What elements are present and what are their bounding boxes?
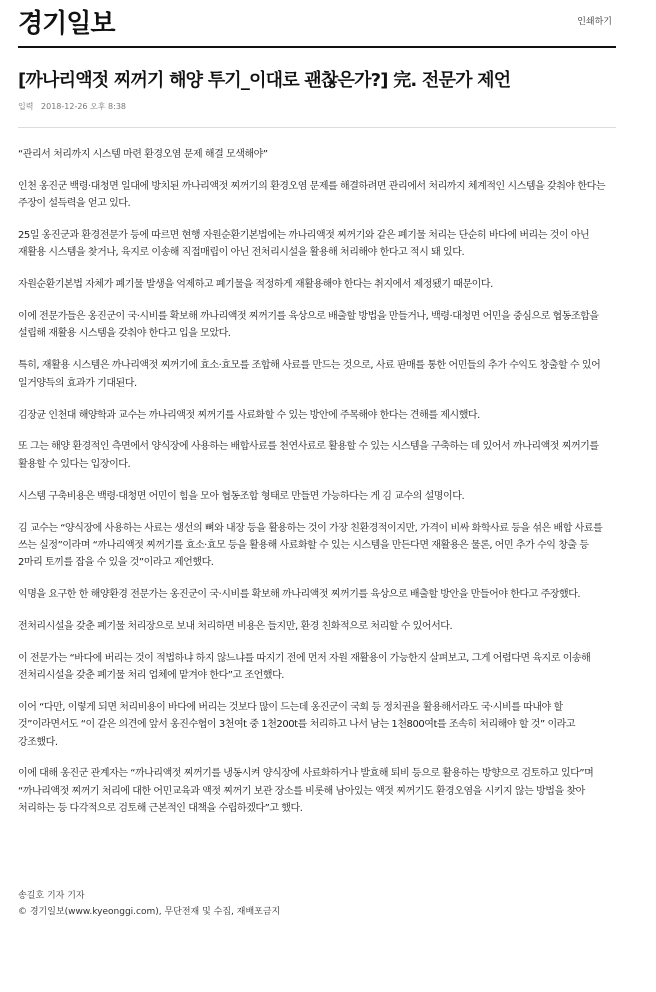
article-paragraph: 특히, 재활용 시스템은 까나리액젓 찌꺼기에 효소·효모를 조합해 사료를 만드는 것으로, 사료 판매를 통한 어민들의 추가 수익도 창출할 수 있어 일거양득의 효과가 기대된다.	[18, 360, 601, 389]
article-paragraph: 이에 전문가들은 옹진군이 국·시비를 확보해 까나리액젓 찌꺼기를 육상으로 배출할 방법을 만들거나, 백령·대청면 어민을 중심으로 협동조합을 설립해 재활용 시스템을 갖춰야 한다고 입을 모았다.	[18, 311, 599, 340]
article-body	[18, 146, 614, 832]
article-paragraph: 25일 옹진군과 환경전문가 등에 따르면 현행 자원순환기본법에는 까나리액젓 찌꺼기와 같은 폐기물 처리는 단순히 바다에 버리는 것이 아닌 재활용 시스템을 찾거나, 육지로 이송해 직접매립이 아닌 전처리시설을 활용해 처리해야 한다고 적시 돼 있다.	[18, 230, 590, 259]
copyright-notice: © 경기일보(www.kyeonggi.com), 무단전재 및 수집, 재배포금지	[18, 907, 281, 917]
article-paragraph: 이 전문가는 “바다에 버리는 것이 적법하냐 하지 않느냐를 따지기 전에 먼저 자원 재활용이 가능한지 살펴보고, 그게 어렵다면 육지로 이송해 전처리시설을 갖춘 폐기물 처리 업체에 맡겨야 한다”고 조언했다.	[18, 652, 591, 682]
article-paragraph: 익명을 요구한 한 해양환경 전문가는 옹진군이 국·시비를 확보해 까나리액젓 찌꺼기를 육상으로 배출할 방안을 만들어야 한다고 주장했다.	[18, 588, 581, 600]
published-date: 2018-12-26 오후 8:38	[41, 102, 127, 111]
title-divider	[18, 127, 616, 128]
article-paragraph: 인천 옹진군 백령·대청면 일대에 방치된 까나리액젓 찌꺼기의 환경오염 문제를 해결하려면 관리에서 처리까지 체계적인 시스템을 갖춰야 한다는 주장이 설득력을 얻고 있다.	[18, 180, 606, 210]
site-header	[18, 0, 616, 48]
article-paragraph: 또 그는 해양 환경적인 측면에서 양식장에 사용하는 배합사료를 천연사료로 활용할 수 있는 시스템을 구축하는 데 있어서 까나리액젓 찌꺼기를 활용할 수 있다는 입장이다.	[18, 441, 599, 470]
article-title: [까나리액젓 찌꺼기 해양 투기_이대로 괜찮은가?] 完. 전문가 제언	[18, 70, 511, 91]
article-paragraph: 이어 “다만, 이렇게 되면 처리비용이 바다에 버리는 것보다 많이 드는데 옹진군이 국회 등 정치권을 활용해서라도 국·시비를 따내야 할 것”이라면서도 “이 같은 의견에 앞서 옹진수협이 3천여t 중 1천200t를 처리하고 나서 남는 1천800여t를 조속히 처리해야 할 것” 이라고 강조했다.	[18, 701, 576, 748]
reporter-byline: 송길호 기자 기자	[18, 891, 85, 901]
article-paragraph: 이에 대해 옹진군 관계자는 “까나리액젓 찌꺼기를 냉동시켜 양식장에 사료화하거나 발효해 퇴비 등으로 활용하는 방향으로 검토하고 있다”며 “까나리액젓 찌꺼기 처리에 대한 어민교육과 액젓 찌꺼기 보관 장소를 비롯해 남아있는 액젓 찌꺼기도 환경오염을 시키지 않는 방법을 찾아 처리하는 등 다각적으로 검토해 근본적인 대책을 수립하겠다”고 했다.	[18, 768, 594, 815]
article-footer	[18, 888, 280, 920]
article-paragraph: 김장균 인천대 해양학과 교수는 까나리액젓 찌꺼기를 사료화할 수 있는 방안에 주목해야 한다는 견해를 제시했다.	[18, 409, 480, 421]
article-meta	[18, 101, 131, 112]
article-subheading: “관리서 처리까지 시스템 마련 환경오염 문제 해결 모색해야”	[18, 149, 268, 160]
site-logo[interactable]: 경기일보	[18, 9, 115, 39]
article-paragraph: 시스템 구축비용은 백령·대청면 어민이 힘을 모아 협동조합 형태로 만들면 가능하다는 게 김 교수의 설명이다.	[18, 490, 465, 502]
print-button[interactable]: 인쇄하기	[577, 17, 612, 27]
article-paragraph: 전처리시설을 갖춘 폐기물 처리장으로 보내 처리하면 비용은 들지만, 환경 친화적으로 처리할 수 있어서다.	[18, 620, 453, 632]
published-label: 입력	[18, 102, 34, 111]
article-paragraph: 자원순환기본법 자체가 폐기물 발생을 억제하고 폐기물을 적정하게 재활용해야 한다는 취지에서 제정됐기 때문이다.	[18, 279, 493, 291]
article-paragraph: 김 교수는 “양식장에 사용하는 사료는 생선의 뼈와 내장 등을 활용하는 것이 가장 친환경적이지만, 가격이 비싸 화학사료 등을 섞은 배합 사료를 쓰는 실정”이라며 “까나리액젓 찌꺼기를 효소·효모 등을 활용해 사료화할 수 있는 시스템을 만든다면 재활용은 물론, 어민 추가 수익 창출 등 2마리 토끼를 잡을 수 있을 것”이라고 제언했다.	[18, 522, 603, 569]
